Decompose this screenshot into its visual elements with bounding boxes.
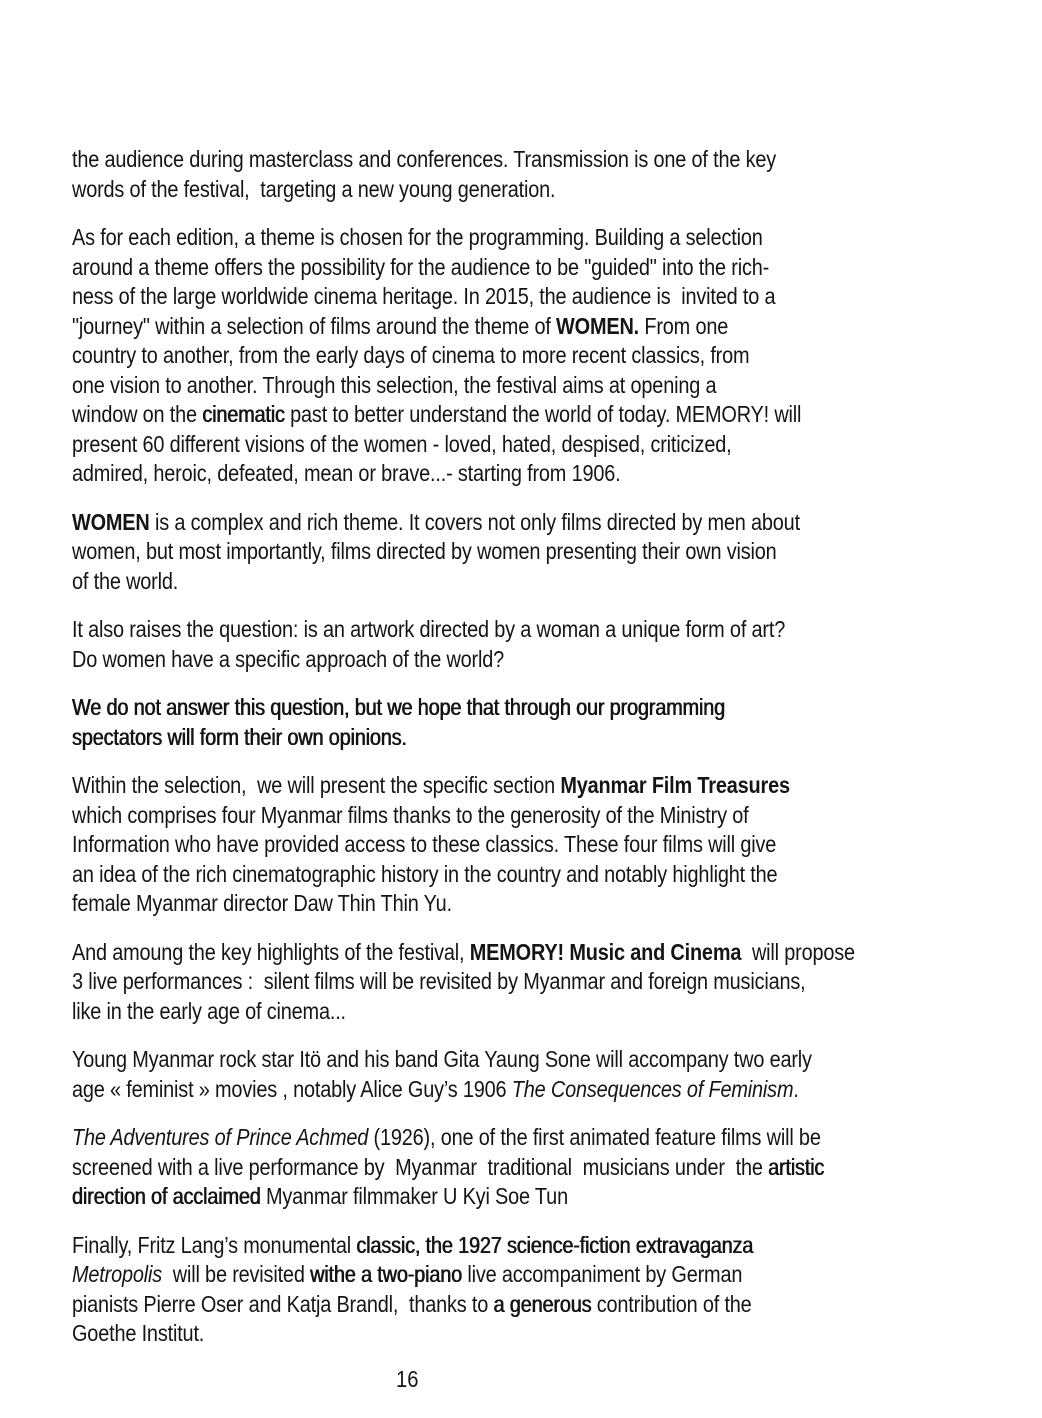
text-run: present 60 different visions of the women - loved, hated, despised, criticized,: [72, 430, 732, 457]
document-body: [72, 145, 946, 1368]
paragraph-2: [72, 223, 946, 489]
text-run: Do women have a specific approach of the world?: [72, 645, 505, 672]
page-number: 16: [396, 1366, 419, 1392]
text-run: like in the early age of cinema...: [72, 997, 346, 1024]
text-run: past to better understand the world of today. MEMORY! will: [284, 401, 802, 427]
text-line: [72, 253, 946, 283]
italic-title-text: The Consequences of Feminism: [511, 1075, 794, 1102]
paragraph-1: [72, 145, 946, 204]
text-run: Goethe Institut.: [72, 1320, 205, 1346]
bold-text: Myanmar Film Treasures: [560, 772, 790, 798]
text-run: Young Myanmar rock star Itö and his band Gita Yaung Sone will accompany two early: [72, 1046, 812, 1072]
text-run: admired, heroic, defeated, mean or brave...- starting from 1906.: [72, 460, 621, 486]
text-run: Finally, Fritz Lang’s monumental: [72, 1231, 357, 1258]
text-run: Information who have provided access to these classics. These four films will give: [72, 831, 777, 857]
paragraph-3: [72, 508, 946, 597]
paragraph-4: [72, 615, 946, 674]
text-line: [72, 938, 946, 968]
text-run: It also raises the question: is an artwork directed by a woman a unique form of art?: [72, 616, 786, 642]
text-line: [72, 967, 946, 997]
paragraph-10: [72, 1231, 946, 1349]
text-line: [72, 1260, 946, 1290]
paragraph-9: [72, 1123, 946, 1212]
paragraph-8: [72, 1045, 946, 1104]
text-line: [72, 508, 946, 538]
text-line: [72, 567, 946, 597]
text-line: [72, 771, 946, 801]
text-line: [72, 1045, 946, 1075]
text-run: window on the: [72, 401, 203, 427]
text-run: women, but most importantly, films directed by women presenting their own vision: [72, 538, 777, 564]
emphasis-text: spectators will form their own opinions.: [72, 723, 407, 750]
text-run: "journey" within a selection of films around the theme of: [72, 312, 557, 339]
text-run: which comprises four Myanmar films thanks to the generosity of the Ministry of: [72, 801, 749, 828]
emphasis-text: classic, the 1927 science-fiction extravaganza: [356, 1231, 754, 1258]
bold-text: WOMEN: [72, 508, 150, 535]
emphasis-text: direction of acclaimed: [72, 1183, 261, 1209]
emphasis-text: We do not answer this question, but we hope that through our programming: [72, 694, 725, 720]
text-run: live accompaniment by German: [461, 1261, 743, 1287]
text-line: [72, 223, 946, 253]
text-line: [72, 1290, 946, 1320]
text-run: screened with a live performance by Myanmar traditional musicians under the: [72, 1153, 769, 1180]
text-line: [72, 693, 946, 723]
paragraph-5: [72, 693, 946, 752]
text-run: one vision to another. Through this selection, the festival aims at opening a: [72, 371, 717, 398]
text-line: [72, 1231, 946, 1261]
text-run: will be revisited: [162, 1261, 311, 1287]
text-line: [72, 371, 946, 401]
text-line: [72, 801, 946, 831]
text-line: [72, 1182, 946, 1212]
text-run: 3 live performances : silent films will be revisited by Myanmar and foreign musicians,: [72, 968, 806, 994]
italic-title-text: Metropolis: [72, 1261, 163, 1287]
text-line: [72, 997, 946, 1027]
text-line: [72, 830, 946, 860]
emphasis-text: a generous: [493, 1290, 592, 1317]
text-run: Myanmar filmmaker U Kyi Soe Tun: [260, 1183, 568, 1209]
text-line: [72, 723, 946, 753]
text-run: From one: [639, 312, 729, 339]
text-line: [72, 1153, 946, 1183]
text-run: country to another, from the early days of cinema to more recent classics, from: [72, 342, 750, 368]
text-run: of the world.: [72, 567, 179, 594]
text-run: contribution of the: [591, 1290, 752, 1317]
italic-title-text: The Adventures of Prince Achmed: [72, 1124, 369, 1150]
bold-text: MEMORY! Music and Cinema: [469, 938, 742, 965]
text-line: [72, 889, 946, 919]
text-run: an idea of the rich cinematographic history in the country and notably highlight the: [72, 860, 778, 887]
bold-text: WOMEN.: [556, 312, 640, 339]
text-line: [72, 430, 946, 460]
text-run: As for each edition, a theme is chosen for the programming. Building a selection: [72, 224, 763, 250]
emphasis-text: withe a two-piano: [310, 1261, 462, 1287]
paragraph-7: [72, 938, 946, 1027]
text-run: the audience during masterclass and conferences. Transmission is one of the key: [72, 146, 777, 172]
text-line: [72, 1319, 946, 1349]
text-line: [72, 145, 946, 175]
text-line: [72, 459, 946, 489]
text-run: will propose: [741, 938, 855, 965]
text-run: around a theme offers the possibility for the audience to be "guided" into the rich-: [72, 253, 770, 280]
text-line: [72, 175, 946, 205]
emphasis-text: artistic: [768, 1153, 825, 1180]
text-line: [72, 312, 946, 342]
text-run: age « feminist » movies , notably Alice Guy’s 1906: [72, 1075, 512, 1102]
text-run: And amoung the key highlights of the festival,: [72, 938, 470, 965]
text-line: [72, 282, 946, 312]
paragraph-6: [72, 771, 946, 919]
text-run: ness of the large worldwide cinema heritage. In 2015, the audience is invited to a: [72, 283, 776, 309]
text-line: [72, 645, 946, 675]
text-run: .: [793, 1075, 799, 1102]
text-run: female Myanmar director Daw Thin Thin Yu.: [72, 890, 452, 916]
text-line: [72, 537, 946, 567]
text-run: (1926), one of the first animated feature films will be: [368, 1124, 821, 1150]
text-line: [72, 615, 946, 645]
text-run: is a complex and rich theme. It covers not only films directed by men about: [149, 508, 800, 535]
text-line: [72, 400, 946, 430]
text-line: [72, 1123, 946, 1153]
text-line: [72, 341, 946, 371]
text-run: Within the selection, we will present the specific section: [72, 772, 561, 798]
text-run: words of the festival, targeting a new young generation.: [72, 175, 556, 202]
text-line: [72, 1075, 946, 1105]
emphasis-text: cinematic: [202, 401, 285, 427]
text-run: pianists Pierre Oser and Katja Brandl, thanks to: [72, 1290, 494, 1317]
text-line: [72, 860, 946, 890]
